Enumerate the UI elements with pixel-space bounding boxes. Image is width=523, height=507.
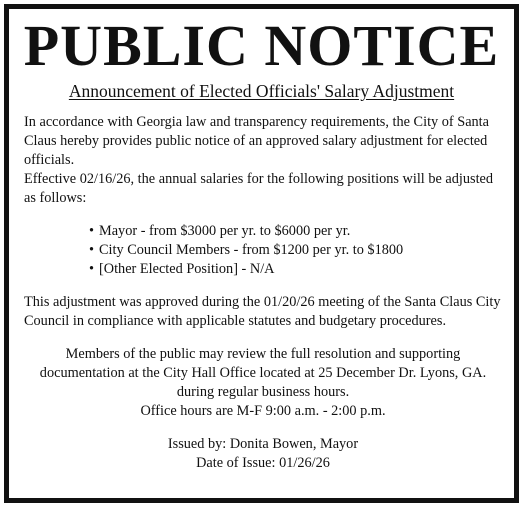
- salary-list: [24, 222, 502, 279]
- review-line: during regular business hours.: [176, 384, 350, 400]
- effective-paragraph: Effective 02/16/26, the annual salaries for the following positions will be adjusted as follows:: [24, 171, 494, 206]
- list-item: [89, 241, 502, 260]
- review-line: documentation at the City Hall Office located at 25 December Dr. Lyons, GA.: [39, 365, 487, 381]
- notice-subtitle: Announcement of Elected Officials' Salary Adjustment: [68, 81, 455, 101]
- bullet-icon: •: [89, 242, 95, 258]
- review-line: Members of the public may review the full resolution and supporting: [65, 346, 461, 362]
- list-item-text: [Other Elected Position] - N/A: [99, 261, 275, 277]
- notice-body: [24, 113, 502, 473]
- list-item-text: City Council Members - from $1200 per yr. to $1800: [99, 242, 404, 258]
- list-item: [89, 260, 502, 279]
- list-item: [89, 222, 502, 241]
- notice-frame: [4, 4, 519, 503]
- notice-title: PUBLIC NOTICE: [23, 13, 500, 78]
- list-item-text: Mayor - from $3000 per yr. to $6000 per yr.: [99, 223, 351, 239]
- bullet-icon: •: [89, 223, 95, 239]
- issued-by: Issued by: Donita Bowen, Mayor: [167, 436, 359, 452]
- office-hours: Office hours are M-F 9:00 a.m. - 2:00 p.m.: [140, 403, 386, 419]
- bullet-icon: •: [89, 261, 95, 277]
- date-of-issue: Date of Issue: 01/26/26: [196, 455, 330, 471]
- intro-paragraph: In accordance with Georgia law and transparency requirements, the City of Santa Claus hereby provides public notice of an approved salary adjustment for elected officials.: [24, 114, 490, 168]
- approval-paragraph: This adjustment was approved during the 01/20/26 meeting of the Santa Claus City Council in compliance with applicable statutes and budgetary procedures.: [24, 294, 501, 329]
